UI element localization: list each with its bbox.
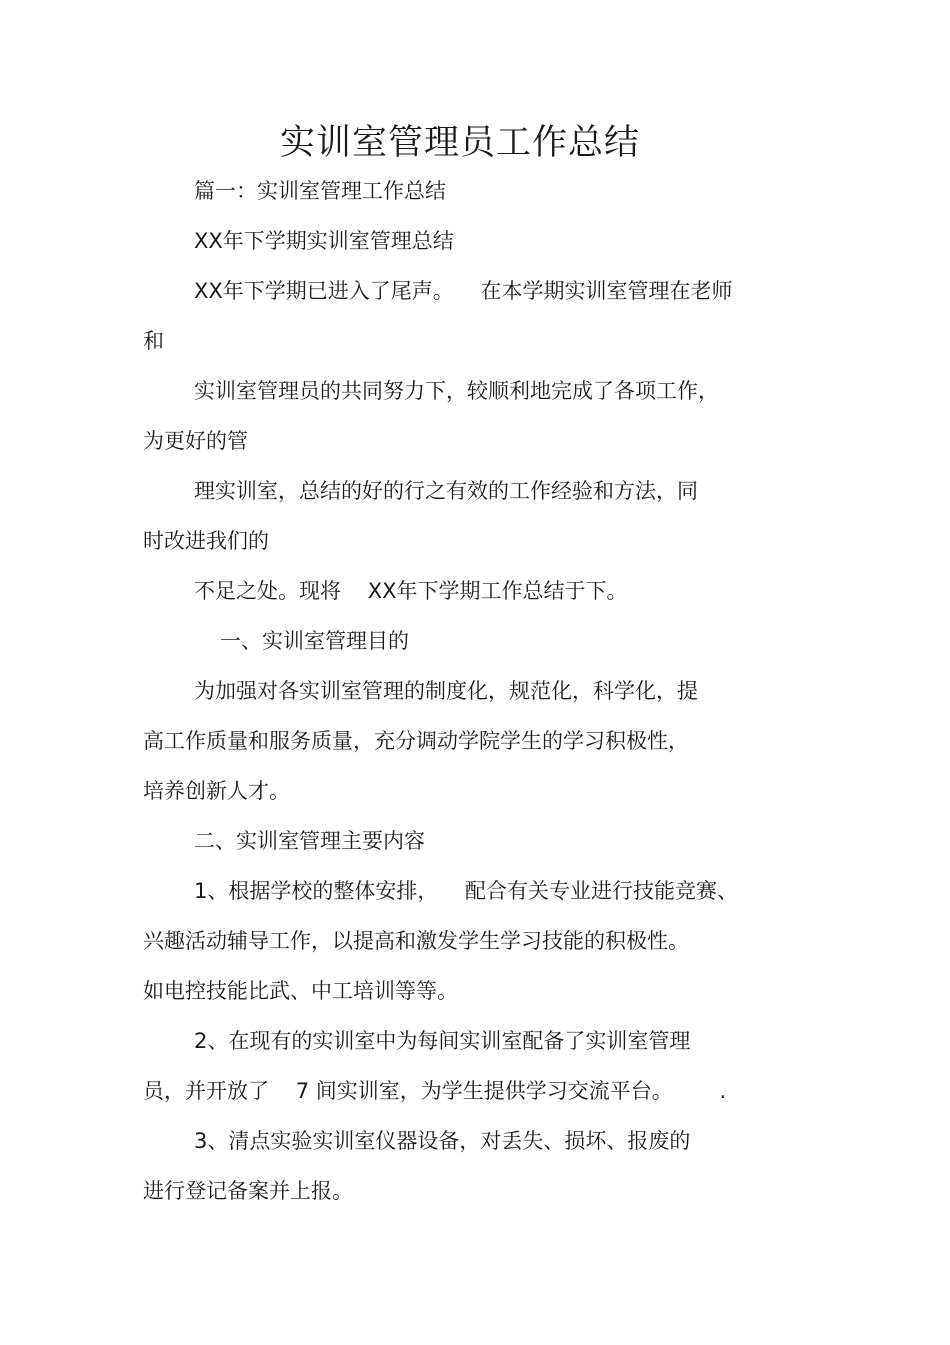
paragraph-line: 和: [143, 329, 164, 353]
paragraph-line: 3、清点实验实训室仪器设备，对丢失、损坏、报废的: [194, 1129, 691, 1153]
subtitle-line: XX年下学期实训室管理总结: [194, 229, 454, 253]
paragraph-line: 如电控技能比武、中工培训等等。: [143, 979, 458, 1003]
paragraph-line: XX年下学期已进入了尾声。 在本学期实训室管理在老师: [194, 279, 733, 303]
paragraph-line: 理实训室，总结的好的行之有效的工作经验和方法，同: [194, 479, 698, 503]
paragraph-line: 不足之处。现将 XX年下学期工作总结于下。: [194, 579, 628, 603]
paragraph-line: 员，并开放了 7 间实训室，为学生提供学习交流平台。 .: [143, 1079, 727, 1103]
section-heading: 一、实训室管理目的: [220, 629, 409, 653]
paragraph-line: 高工作质量和服务质量，充分调动学院学生的学习积极性，: [143, 729, 689, 753]
paragraph-line: 为加强对各实训室管理的制度化，规范化，科学化，提: [194, 679, 698, 703]
section-heading: 篇一：实训室管理工作总结: [194, 179, 446, 203]
document-title: 实训室管理员工作总结: [279, 123, 640, 163]
section-heading: 二、实训室管理主要内容: [194, 829, 425, 853]
paragraph-line: 实训室管理员的共同努力下，较顺利地完成了各项工作，: [194, 379, 719, 403]
paragraph-line: 兴趣活动辅导工作，以提高和激发学生学习技能的积极性。: [143, 929, 689, 953]
paragraph-line: 1、根据学校的整体安排， 配合有关专业进行技能竞赛、: [194, 879, 739, 903]
paragraph-line: 培养创新人才。: [143, 779, 290, 803]
paragraph-line: 为更好的管: [143, 429, 248, 453]
paragraph-line: 2、在现有的实训室中为每间实训室配备了实训室管理: [194, 1029, 691, 1053]
paragraph-line: 时改进我们的: [143, 529, 269, 553]
paragraph-line: 进行登记备案并上报。: [143, 1179, 353, 1203]
